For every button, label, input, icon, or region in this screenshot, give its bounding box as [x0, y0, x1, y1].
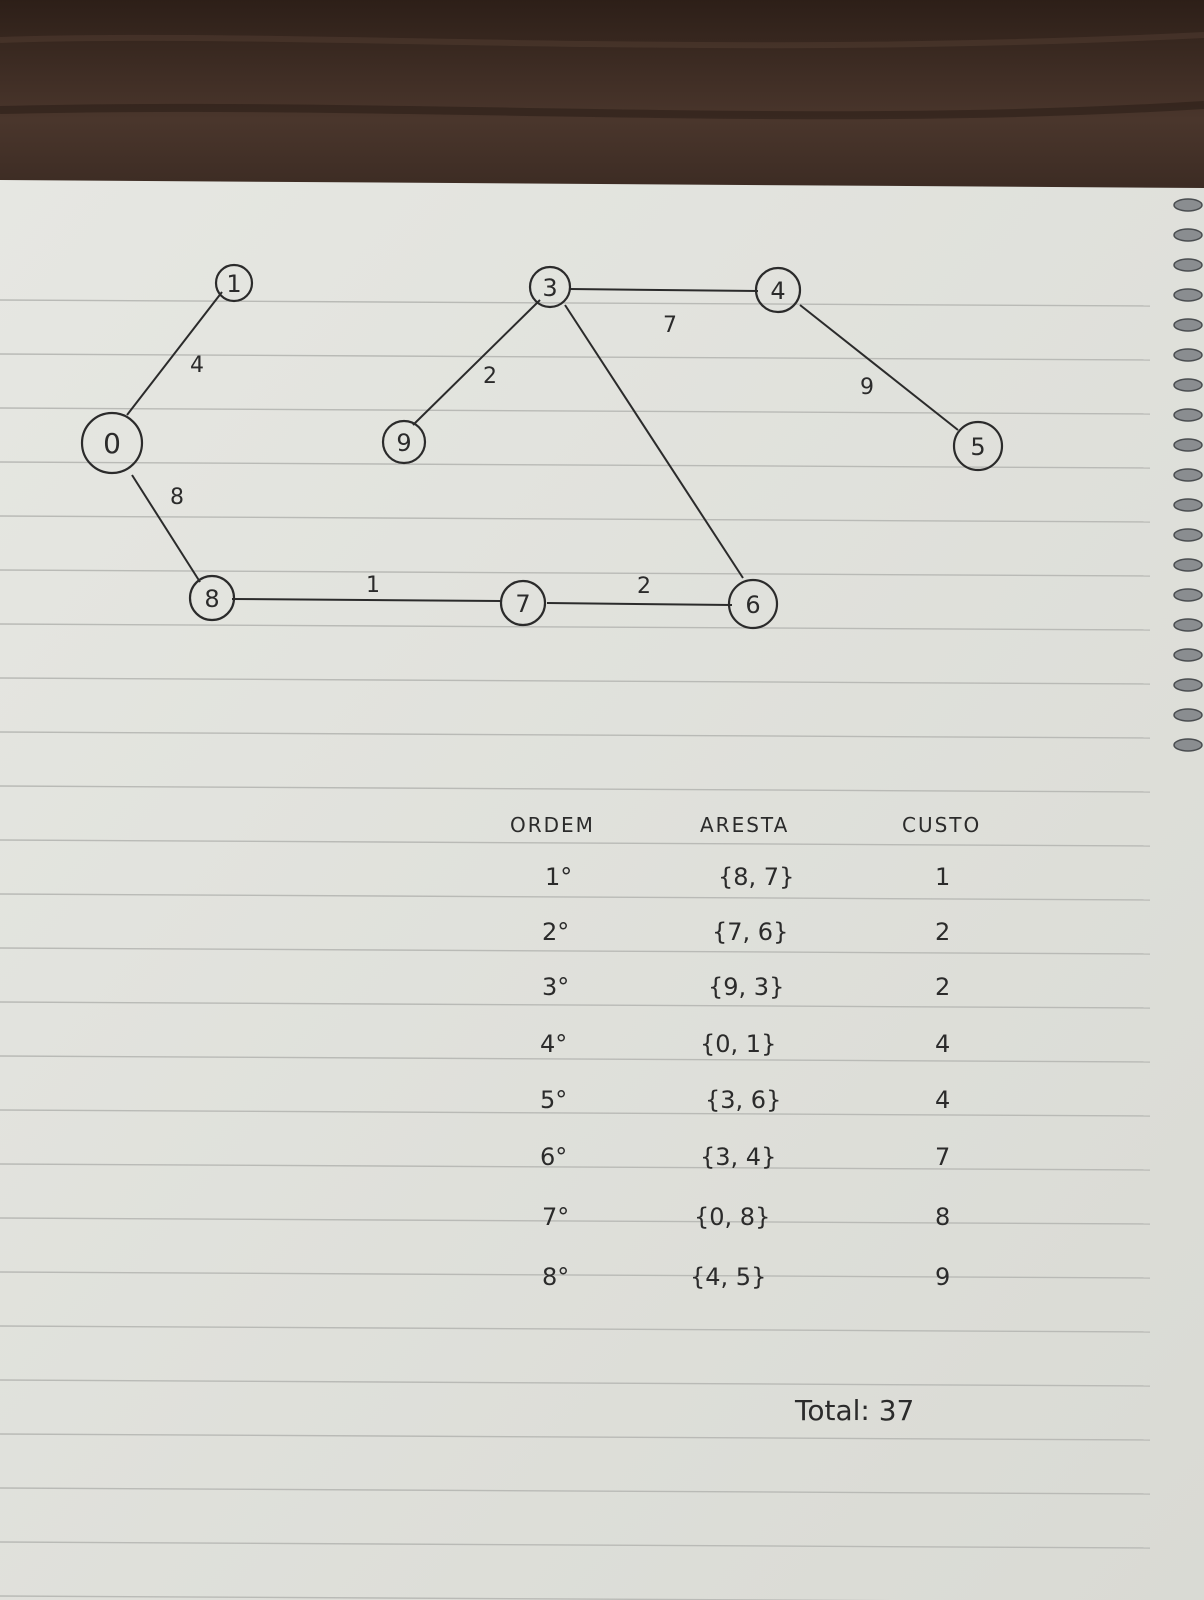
- row-edge: {7, 6}: [712, 918, 789, 946]
- row-edge: {9, 3}: [708, 973, 785, 1001]
- total-cost: Total: 37: [795, 1394, 915, 1427]
- spiral-ring: [1174, 739, 1202, 751]
- header-ordem: ORDEM: [510, 813, 595, 837]
- row-order: 7°: [542, 1203, 570, 1231]
- row-order: 4°: [540, 1030, 568, 1058]
- spiral-ring: [1174, 589, 1202, 601]
- spiral-ring: [1174, 439, 1202, 451]
- spiral-ring: [1174, 289, 1202, 301]
- row-order: 3°: [542, 973, 570, 1001]
- spiral-ring: [1174, 499, 1202, 511]
- row-edge: {4, 5}: [690, 1263, 767, 1291]
- spiral-ring: [1174, 619, 1202, 631]
- notebook-page: [0, 180, 1204, 1600]
- spiral-ring: [1174, 349, 1202, 361]
- row-cost: 4: [935, 1086, 951, 1114]
- row-edge: {8, 7}: [718, 863, 795, 891]
- row-edge: {3, 6}: [705, 1086, 782, 1114]
- row-cost: 8: [935, 1203, 951, 1231]
- spiral-ring: [1174, 529, 1202, 541]
- spiral-ring: [1174, 229, 1202, 241]
- row-edge: {0, 1}: [700, 1030, 777, 1058]
- spiral-ring: [1174, 319, 1202, 331]
- weight-0-8: 8: [170, 485, 184, 510]
- weight-9-3: 2: [483, 364, 497, 389]
- spiral-ring: [1174, 709, 1202, 721]
- header-custo: CUSTO: [902, 813, 982, 837]
- svg-text:7: 7: [515, 590, 531, 618]
- svg-text:0: 0: [103, 427, 121, 460]
- weight-7-6: 2: [637, 574, 651, 599]
- row-cost: 4: [935, 1030, 951, 1058]
- weight-8-7: 1: [366, 573, 380, 598]
- header-aresta: ARESTA: [700, 813, 790, 837]
- row-cost: 2: [935, 918, 951, 946]
- spiral-ring: [1174, 409, 1202, 421]
- spiral-ring: [1174, 379, 1202, 391]
- row-order: 2°: [542, 918, 570, 946]
- spiral-ring: [1174, 559, 1202, 571]
- row-cost: 7: [935, 1143, 951, 1171]
- row-edge: {0, 8}: [694, 1203, 771, 1231]
- svg-text:5: 5: [970, 433, 986, 461]
- weight-0-1: 4: [190, 353, 204, 378]
- row-order: 8°: [542, 1263, 570, 1291]
- row-cost: 9: [935, 1263, 951, 1291]
- weight-3-4: 7: [663, 313, 677, 338]
- svg-text:4: 4: [770, 277, 786, 305]
- wooden-table: [0, 0, 1204, 200]
- row-cost: 2: [935, 973, 951, 1001]
- row-order: 1°: [545, 863, 573, 891]
- spiral-ring: [1174, 259, 1202, 271]
- svg-text:6: 6: [745, 591, 761, 619]
- row-order: 5°: [540, 1086, 568, 1114]
- row-edge: {3, 4}: [700, 1143, 777, 1171]
- row-cost: 1: [935, 863, 951, 891]
- spiral-ring: [1174, 679, 1202, 691]
- svg-text:3: 3: [542, 274, 558, 302]
- spiral-ring: [1174, 469, 1202, 481]
- svg-text:1: 1: [226, 270, 242, 298]
- row-order: 6°: [540, 1143, 568, 1171]
- svg-text:8: 8: [204, 585, 220, 613]
- spiral-ring: [1174, 649, 1202, 661]
- svg-text:9: 9: [396, 429, 412, 457]
- spiral-ring: [1174, 199, 1202, 211]
- weight-4-5: 9: [860, 375, 874, 400]
